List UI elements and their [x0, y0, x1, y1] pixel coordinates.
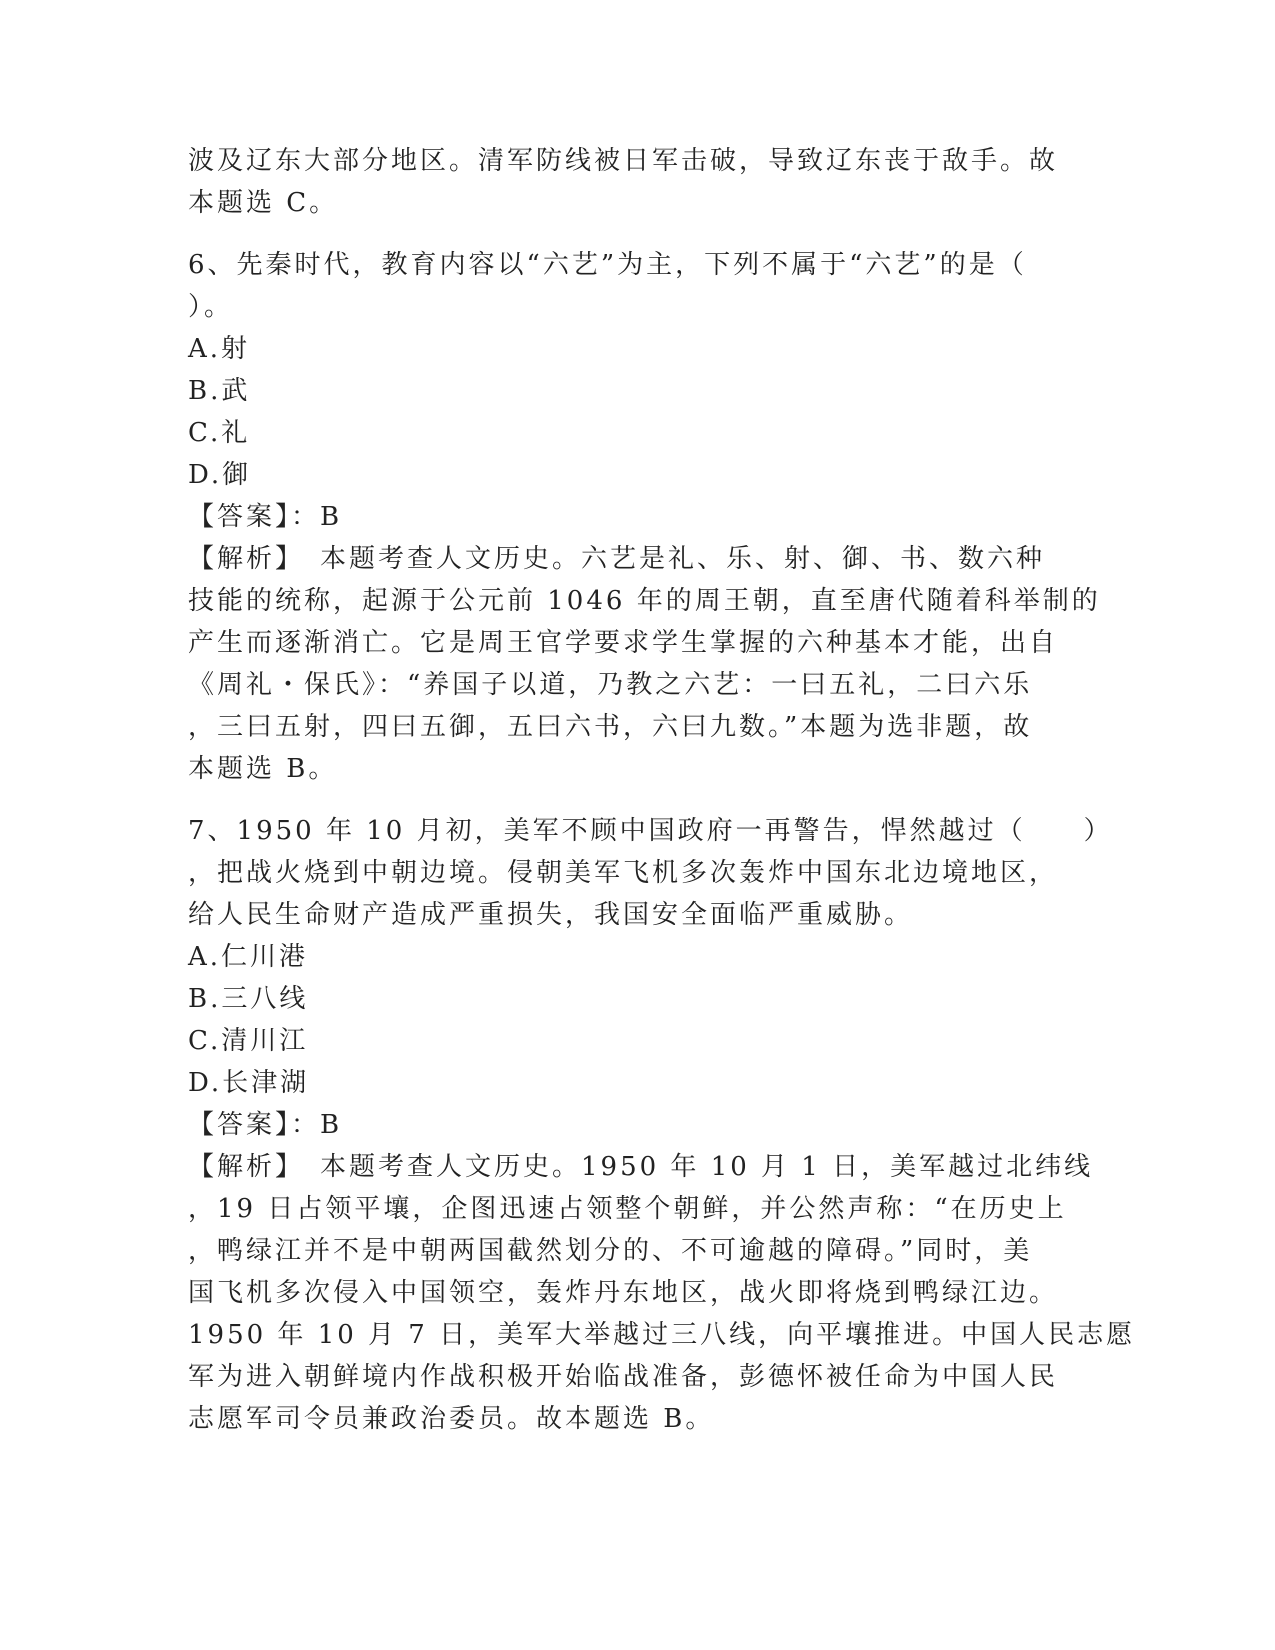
option-d: D.御 — [188, 460, 252, 490]
option-c: C.清川江 — [188, 1026, 309, 1056]
question-stem: 7、1950 年 10 月初，美军不顾中国政府一再警告，悍然越过（ ） — [188, 816, 1113, 846]
analysis-line: 本题选 B。 — [188, 754, 338, 784]
analysis-line: ，鸭绿江并不是中朝两国截然划分的、不可逾越的障碍。”同时，美 — [188, 1236, 1033, 1266]
analysis-line: ，19 日占领平壤，企图迅速占领整个朝鲜，并公然声称：“在历史上 — [188, 1194, 1067, 1224]
analysis-line: 1950 年 10 月 7 日，美军大举越过三八线，向平壤推进。中国人民志愿 — [188, 1320, 1136, 1350]
analysis-line: 军为进入朝鲜境内作战积极开始临战准备，彭德怀被任命为中国人民 — [188, 1362, 1059, 1392]
question-6 — [188, 244, 1101, 790]
option-a: A.仁川港 — [188, 942, 309, 972]
option-c: C.礼 — [188, 418, 251, 448]
answer-line: 【答案】：B — [188, 1110, 343, 1140]
analysis-line: 志愿军司令员兼政治委员。故本题选 B。 — [188, 1404, 715, 1434]
analysis-line: 技能的统称，起源于公元前 1046 年的周王朝，直至唐代随着科举制的 — [188, 586, 1101, 616]
analysis-line: 《周礼・保氏》：“养国子以道，乃教之六艺：一曰五礼，二曰六乐 — [188, 670, 1033, 700]
document-page — [188, 140, 1136, 1440]
analysis-line: ，三曰五射，四曰五御，五曰六书，六曰九数。”本题为选非题，故 — [188, 712, 1033, 742]
option-b: B.三八线 — [188, 984, 309, 1014]
question-stem: ，把战火烧到中朝边境。侵朝美军飞机多次轰炸中国东北边境地区， — [188, 858, 1059, 888]
question-stem: 给人民生命财产造成严重损失，我国安全面临严重威胁。 — [188, 900, 914, 930]
option-b: B.武 — [188, 376, 251, 406]
previous-answer-continuation — [188, 140, 1088, 224]
text-line: 本题选 C。 — [188, 188, 339, 218]
analysis-line: 国飞机多次侵入中国领空，轰炸丹东地区，战火即将烧到鸭绿江边。 — [188, 1278, 1059, 1308]
text-line: 波及辽东大部分地区。清军防线被日军击破，导致辽东丧于敌手。故 — [188, 146, 1059, 176]
analysis-line: 产生而逐渐消亡。它是周王官学要求学生掌握的六种基本才能，出自 — [188, 628, 1059, 658]
option-d: D.长津湖 — [188, 1068, 310, 1098]
analysis-line: 【解析】 本题考查人文历史。六艺是礼、乐、射、御、书、数六种 — [188, 544, 1046, 574]
analysis-line: 【解析】 本题考查人文历史。1950 年 10 月 1 日，美军越过北纬线 — [188, 1152, 1094, 1182]
question-stem: ）。 — [188, 292, 234, 322]
answer-line: 【答案】：B — [188, 502, 343, 532]
question-stem: 6、先秦时代，教育内容以“六艺”为主，下列不属于“六艺”的是（ — [188, 250, 1027, 280]
question-7 — [188, 810, 1136, 1440]
option-a: A.射 — [188, 334, 251, 364]
